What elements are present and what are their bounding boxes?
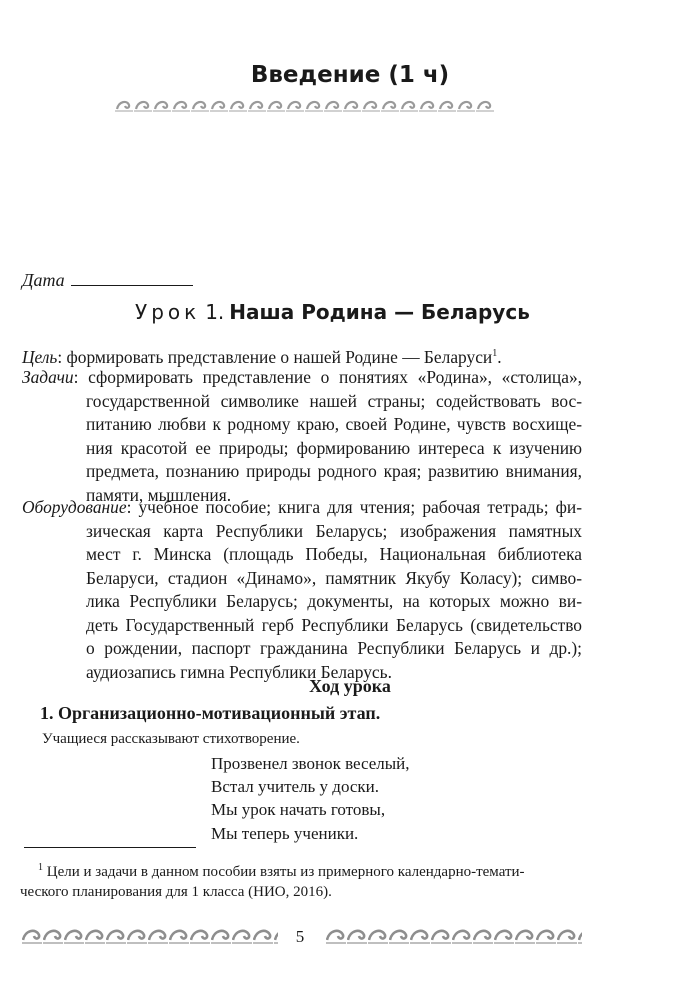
goal-end: . (497, 346, 502, 367)
poem-line: Встал учитель у доски. (211, 777, 380, 797)
top-ornament-svg (115, 99, 495, 113)
footnote-mark: 1 (38, 862, 43, 873)
poem (211, 752, 410, 845)
section-title: Введение (1 ч) (250, 62, 450, 88)
poem-line: Мы урок начать готовы, (211, 800, 386, 820)
footnote-line: ческого планирования для 1 класса (НИО, 2016). (20, 884, 332, 900)
date-label: Дата (22, 270, 65, 290)
course-heading: Ход урока (309, 676, 391, 696)
stage-heading: 1. Организационно-мотивационный этап. (40, 703, 381, 723)
lesson-title (135, 300, 530, 325)
equipment-line: деть Государственный герб Республики Беларусь (свидетельство (86, 614, 582, 635)
date-row (22, 270, 193, 291)
equipment-line: лика Республики Беларусь; документы, на которых можно ви- (86, 591, 582, 611)
wave-ornament-icon (22, 927, 278, 945)
tasks-paragraph (22, 366, 582, 507)
wave-ornament-icon (326, 927, 582, 945)
poem-line: Мы теперь ученики. (211, 823, 359, 843)
lesson-name: Наша Родина — Беларусь (229, 300, 530, 324)
wave-ornament-icon (115, 99, 495, 113)
goal-text: : формировать представление о нашей Родине — Беларуси (57, 346, 493, 367)
goal-label: Цель (22, 346, 58, 367)
tasks-label: Задачи (22, 367, 74, 387)
tasks-line: предмета, познанию природы родного края; развитию внимания, (86, 461, 582, 481)
page-number: 5 (295, 927, 305, 946)
tasks-line: ния красотой ее природы; формированию интереса к изучению (86, 437, 582, 458)
footnote (20, 858, 580, 902)
footnote-divider (24, 847, 196, 848)
goal-footnote-mark: 1 (492, 348, 498, 359)
equipment-line: аудиозапись гимна Республики Беларусь. (86, 661, 392, 682)
equipment-paragraph (22, 496, 582, 684)
equipment-line: зическая карта Республики Беларусь; изображения памятных (86, 520, 582, 541)
equipment-line: мест г. Минска (площадь Победы, Национальная библиотека (86, 544, 582, 564)
bottom-right-ornament-svg (326, 927, 582, 945)
tasks-line: питанию любви к родному краю, своей Родине, чувств восхище- (86, 414, 582, 434)
tasks-line: государственной символике нашей страны; содействовать вос- (86, 390, 582, 411)
lesson-prefix: Урок (135, 300, 201, 324)
poem-line: Прозвенел звонок веселый, (211, 754, 410, 773)
lesson-number: 1. (205, 300, 225, 324)
equipment-line: о рождении, паспорт гражданина Республики Беларусь и др.); (86, 638, 582, 658)
footnote-line: Цели и задачи в данном пособии взяты из примерного календарно-темати- (46, 864, 525, 880)
equipment-label: Оборудование (22, 497, 127, 517)
equipment-line: : учебное пособие; книга для чтения; рабочая тетрадь; фи- (126, 497, 582, 517)
equipment-line: Беларуси, стадион «Динамо», памятник Якубу Коласу); симво- (86, 567, 582, 588)
intro-text: Учащиеся рассказывают стихотворение. (42, 731, 300, 747)
tasks-line: : сформировать представление о понятиях «Родина», «столица», (73, 367, 582, 387)
bottom-left-ornament-svg (22, 927, 278, 945)
date-blank-line (71, 273, 193, 286)
tasks-line: памяти, мышления. (86, 484, 232, 505)
